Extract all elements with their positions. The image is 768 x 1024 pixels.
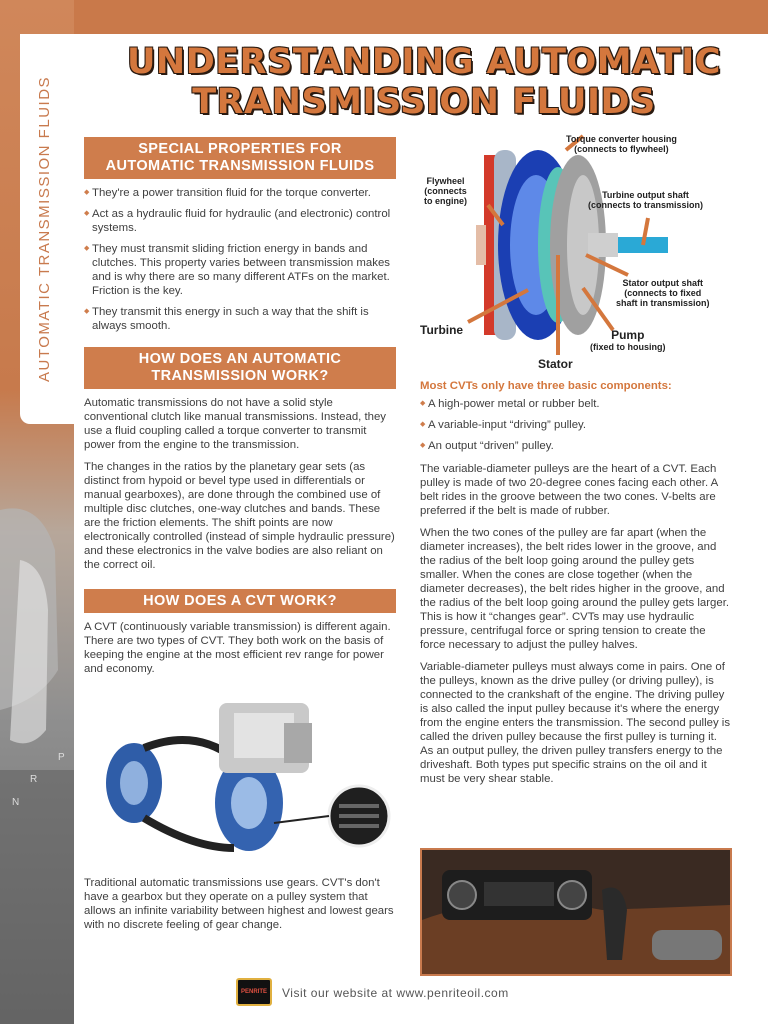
svg-text:R: R — [30, 774, 38, 785]
special-heading-line-2: AUTOMATIC TRANSMISSION FLUIDS — [105, 158, 375, 174]
list-item: ◆ Act as a hydraulic fluid for hydraulic (and electronic) control systems. — [84, 207, 396, 235]
torque-converter-diagram — [418, 130, 738, 375]
top-band — [0, 0, 768, 34]
list-item: ◆ An output “driven” pulley. — [420, 439, 732, 453]
paragraph: The variable-diameter pulleys are the heart of a CVT. Each pulley is made of two 20-degree cones facing each other. A belt rides in the groove between the two cones. V-belts are preferred if the belt is made of rubber. — [420, 463, 718, 517]
footer — [236, 978, 576, 1008]
paragraph: Automatic transmissions do not have a solid style conventional clutch like manual transmissions. Instead, they use a fluid coupling called a torque converter to transmit power from the engine to the transmission. — [84, 397, 387, 451]
stator-shaft-label: Stator output shaft (connects to fixed shaft in transmission) — [616, 278, 710, 308]
website-link[interactable]: Visit our website at www.penriteoil.com — [282, 986, 509, 1000]
special-properties-heading — [84, 137, 396, 179]
special-properties-list — [84, 186, 396, 340]
paragraph: The changes in the ratios by the planetary gear sets (as distinct from hypoid or bevel type used in differentials or manual gearboxes), are done through the combined use of multiple disc clutches, one-way clutches and bands. These are the friction elements. The shift points are now electronically controlled (instead of simple hydraulic pressure) and these electronics in the valve bodies are also reliant on the correct oil. — [84, 461, 395, 571]
cvt-illustration — [84, 688, 396, 868]
auto-heading-line-1: HOW DOES AN AUTOMATIC — [138, 351, 342, 367]
svg-text:N: N — [12, 797, 20, 808]
paragraph: Variable-diameter pulleys must always come in pairs. One of the pulleys, known as the drive pulley (or driving pulley), is connected to the crankshaft of the engine. The driving pulley is also called the input pulley because it's where the energy from the engine enters the transmission. The second pulley is called the driven pulley because the first pulley is turning it. As an output pulley, the driven pulley transfers energy to the driveshaft. Both types put specific strains on the oil and it must be very shear stable. — [420, 661, 731, 785]
page-title — [80, 42, 768, 122]
cvt-explanation-text — [420, 462, 732, 794]
flywheel-label: Flywheel (connects to engine) — [424, 176, 467, 206]
list-item: ◆ A variable-input “driving” pulley. — [420, 418, 732, 432]
stator-label: Stator — [538, 357, 573, 371]
svg-text:P: P — [58, 752, 65, 763]
housing-label: Torque converter housing (connects to flywheel) — [566, 134, 677, 154]
auto-heading-line-2: TRANSMISSION WORK? — [151, 368, 329, 384]
dashboard-drawing — [422, 850, 730, 974]
list-item: ◆ They must transmit sliding friction energy in bands and clutches. This property varies between transmission makes and is why there are so many different ATFs on the market. Friction is the key. — [84, 242, 396, 298]
cvt-components-list — [420, 397, 732, 460]
title-line-1: UNDERSTANDING AUTOMATIC — [127, 42, 721, 82]
cvt-heading: HOW DOES A CVT WORK? — [84, 589, 396, 613]
list-item: ◆ A high-power metal or rubber belt. — [420, 397, 732, 411]
paragraph: When the two cones of the pulley are far apart (when the diameter increases), the belt rides lower in the groove, and the radius of the belt loop going around the pulley gets smaller. When the cones are close together (when the diameter decreases), the belt rides higher in the groove, and the radius of the belt loop going around the pulley gets larger. This is how it “changes gear”. CVTs may use hydraulic pressure, centrifugal force or spring tension to create the force necessary to adjust the pulley halves. — [420, 527, 730, 651]
sidebar-title: AUTOMATIC TRANSMISSION FLUIDS — [36, 75, 53, 382]
special-heading-line-1: SPECIAL PROPERTIES FOR — [138, 141, 342, 157]
cvt-intro-text — [84, 620, 396, 684]
turbine-shaft-label: Turbine output shaft (connects to transmission) — [588, 190, 704, 210]
turbine-label: Turbine — [420, 323, 464, 337]
dashboard-photo — [420, 848, 732, 976]
gear-shifter-image — [0, 470, 74, 1024]
cvt-components-intro: Most CVTs only have three basic components: — [420, 380, 672, 392]
torque-converter-drawing — [418, 130, 738, 375]
list-item: ◆ They transmit this energy in such a way that the shift is always smooth. — [84, 305, 396, 333]
penrite-logo: PENRITE — [236, 978, 272, 1006]
paragraph: Traditional automatic transmissions use gears. CVT's don't have a gearbox but they operate on a pulley system that allows an infinite variability between highest and lowest gears with no discrete feeling of gear change. — [84, 877, 394, 931]
title-line-2: TRANSMISSION FLUIDS — [192, 82, 656, 122]
auto-transmission-heading — [84, 347, 396, 389]
paragraph: A CVT (continuously variable transmission) is different again. There are two types of CVT. They both work on the basis of keeping the engine at the most efficient rev range for power and economy. — [84, 621, 391, 675]
pump-label: Pump (fixed to housing) — [590, 328, 666, 352]
auto-transmission-text — [84, 396, 396, 580]
cvt-after-image-text — [84, 876, 396, 940]
list-item: ◆ They're a power transition fluid for the torque converter. — [84, 186, 396, 200]
